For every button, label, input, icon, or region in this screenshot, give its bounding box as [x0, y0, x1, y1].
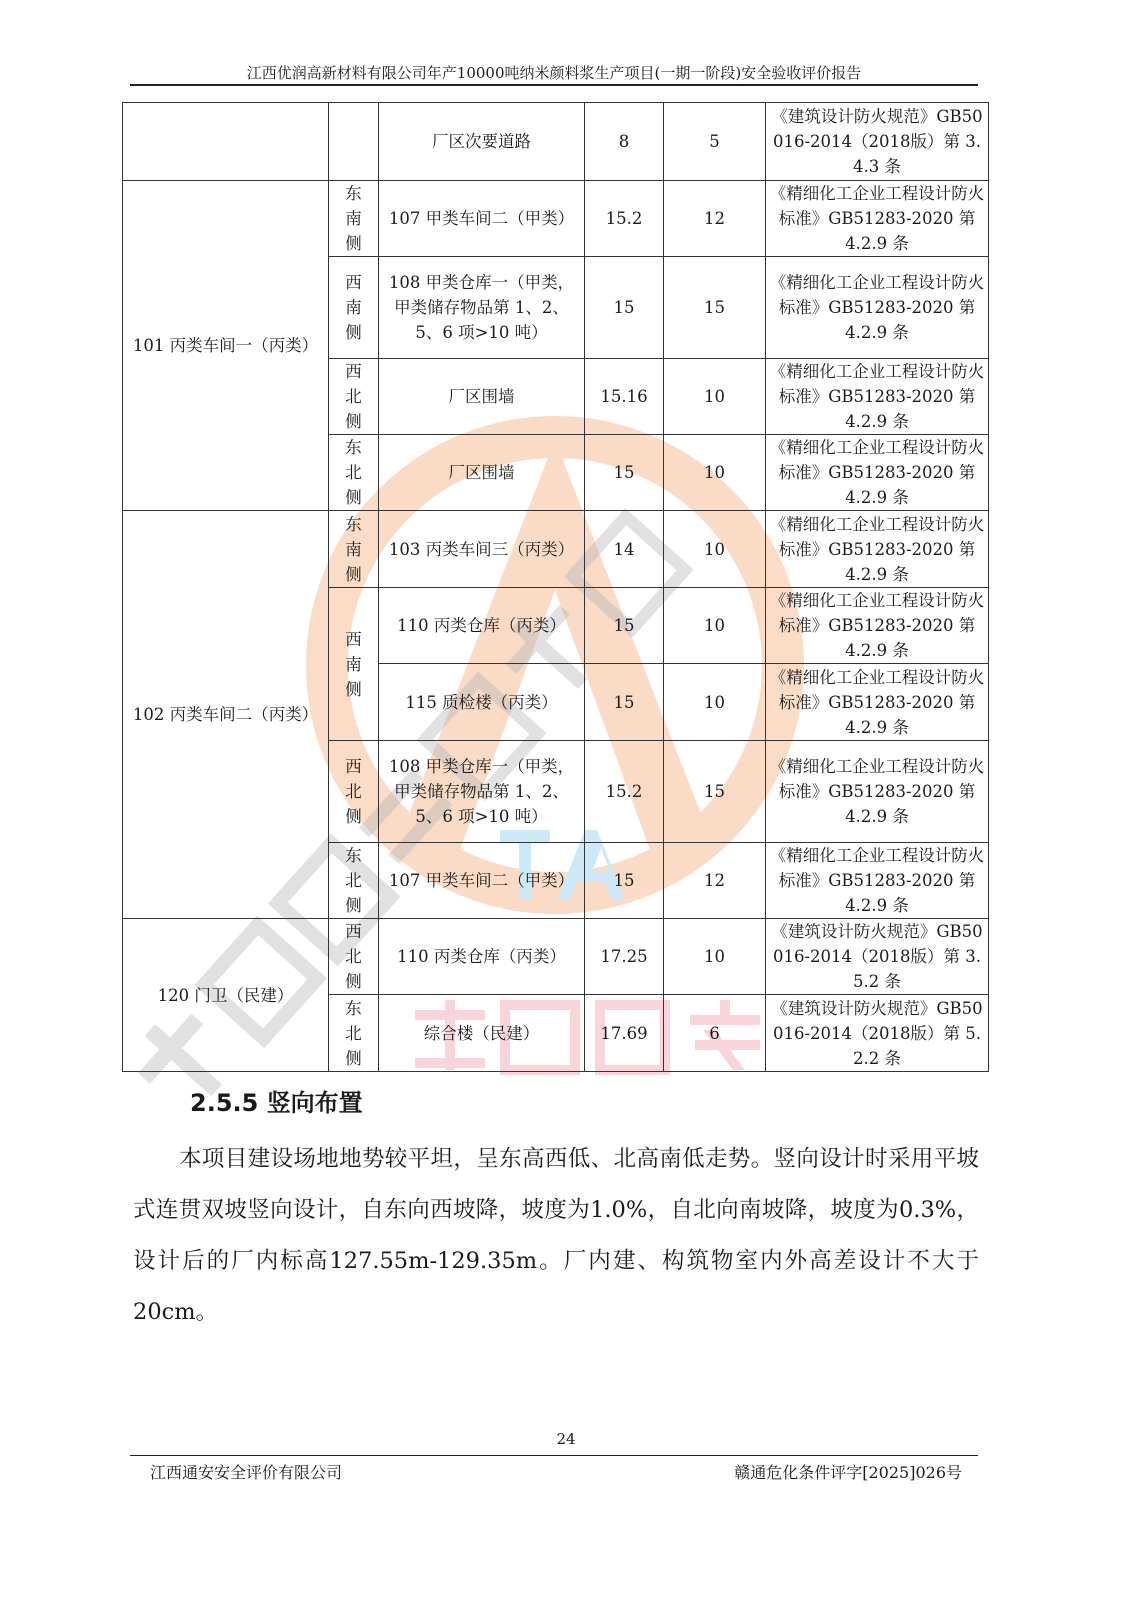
- side-cell: 西北侧: [345, 922, 362, 991]
- target-cell: 厂区次要道路: [379, 103, 585, 181]
- required-cell: 12: [664, 843, 766, 919]
- header-divider: [130, 84, 978, 86]
- target-cell: 108 甲类仓库一（甲类，甲类储存物品第 1、2、5、6 项>10 吨）: [379, 257, 585, 359]
- basis-cell: 《精细化工企业工程设计防火标准》GB51283-2020 第 4.2.9 条: [766, 181, 989, 257]
- basis-cell: 《精细化工企业工程设计防火标准》GB51283-2020 第 4.2.9 条: [766, 359, 989, 435]
- table-row: [123, 919, 989, 995]
- side-cell: 东北侧: [345, 846, 362, 915]
- actual-cell: 15.2: [585, 181, 664, 257]
- required-cell: 10: [664, 511, 766, 588]
- basis-cell: 《精细化工企业工程设计防火标准》GB51283-2020 第 4.2.9 条: [766, 843, 989, 919]
- actual-cell: 15: [585, 843, 664, 919]
- required-cell: 10: [664, 588, 766, 664]
- subject-cell: 102 丙类车间二（丙类）: [123, 511, 329, 919]
- required-cell: 10: [664, 664, 766, 741]
- required-cell: 6: [664, 995, 766, 1072]
- actual-cell: 17.69: [585, 995, 664, 1072]
- footer-divider: [130, 1455, 978, 1456]
- target-cell: 107 甲类车间二（甲类）: [379, 843, 585, 919]
- actual-cell: 14: [585, 511, 664, 588]
- section-paragraph: 本项目建设场地地势较平坦，呈东高西低、北高南低走势。竖向设计时采用平坡式连贯双坡竖向设计，自东向西坡降，坡度为1.0%，自北向南坡降，坡度为0.3%，设计后的厂内标高127.55m-129.35m。厂内建、构筑物室内外高差设计不大于20cm。: [133, 1146, 979, 1325]
- actual-cell: 15: [585, 257, 664, 359]
- table-row: [123, 103, 989, 181]
- page-number: 24: [556, 1430, 576, 1448]
- side-cell: 东南侧: [345, 184, 362, 253]
- basis-cell: 《精细化工企业工程设计防火标准》GB51283-2020 第 4.2.9 条: [766, 435, 989, 511]
- actual-cell: 15.16: [585, 359, 664, 435]
- content-flow: [122, 102, 988, 1338]
- required-cell: 10: [664, 919, 766, 995]
- table-row: [123, 181, 989, 257]
- required-cell: 15: [664, 741, 766, 843]
- actual-cell: 15: [585, 664, 664, 741]
- basis-cell: 《精细化工企业工程设计防火标准》GB51283-2020 第 4.2.9 条: [766, 511, 989, 588]
- basis-cell: 《建筑设计防火规范》GB50016-2014（2018版）第 5.2.2 条: [766, 995, 989, 1072]
- target-cell: 103 丙类车间三（丙类）: [379, 511, 585, 588]
- basis-cell: 《精细化工企业工程设计防火标准》GB51283-2020 第 4.2.9 条: [766, 588, 989, 664]
- actual-cell: 17.25: [585, 919, 664, 995]
- subject-cell: 120 门卫（民建）: [123, 919, 329, 1072]
- target-cell: 厂区围墙: [379, 435, 585, 511]
- actual-cell: 8: [585, 103, 664, 181]
- target-cell: 综合楼（民建）: [379, 995, 585, 1072]
- required-cell: 12: [664, 181, 766, 257]
- basis-cell: 《建筑设计防火规范》GB50016-2014（2018版）第 3.4.3 条: [766, 103, 989, 181]
- section-heading: 2.5.5 竖向布置: [190, 1089, 363, 1117]
- side-cell: 西北侧: [345, 362, 362, 431]
- basis-cell: 《建筑设计防火规范》GB50016-2014（2018版）第 3.5.2 条: [766, 919, 989, 995]
- target-cell: 110 丙类仓库（丙类）: [379, 588, 585, 664]
- actual-cell: 15.2: [585, 741, 664, 843]
- target-cell: 115 质检楼（丙类）: [379, 664, 585, 741]
- side-cell: 东北侧: [345, 998, 362, 1068]
- side-cell: 东北侧: [345, 438, 362, 507]
- target-cell: 110 丙类仓库（丙类）: [379, 919, 585, 995]
- target-cell: 108 甲类仓库一（甲类，甲类储存物品第 1、2、5、6 项>10 吨）: [379, 741, 585, 843]
- required-cell: 10: [664, 435, 766, 511]
- basis-cell: 《精细化工企业工程设计防火标准》GB51283-2020 第 4.2.9 条: [766, 664, 989, 741]
- required-cell: 5: [664, 103, 766, 181]
- subject-cell: 101 丙类车间一（丙类）: [123, 181, 329, 511]
- side-cell: 东南侧: [345, 514, 362, 584]
- footer-company: 江西通安安全评价有限公司: [150, 1463, 343, 1482]
- actual-cell: 15: [585, 588, 664, 664]
- side-cell: 西南侧: [345, 273, 362, 342]
- side-cell: 西南侧: [345, 629, 362, 699]
- target-cell: 厂区围墙: [379, 359, 585, 435]
- basis-cell: 《精细化工企业工程设计防火标准》GB51283-2020 第 4.2.9 条: [766, 257, 989, 359]
- fire-separation-table: [122, 102, 989, 1072]
- target-cell: 107 甲类车间二（甲类）: [379, 181, 585, 257]
- basis-cell: 《精细化工企业工程设计防火标准》GB51283-2020 第 4.2.9 条: [766, 741, 989, 843]
- required-cell: 15: [664, 257, 766, 359]
- footer-doc-number: 赣通危化条件评字[2025]026号: [734, 1463, 962, 1482]
- required-cell: 10: [664, 359, 766, 435]
- table-row: [123, 511, 989, 588]
- actual-cell: 15: [585, 435, 664, 511]
- running-header: 江西优润高新材料有限公司年产10000吨纳米颜料浆生产项目(一期一阶段)安全验收评价报告: [246, 64, 862, 82]
- side-cell: 西北侧: [345, 757, 362, 826]
